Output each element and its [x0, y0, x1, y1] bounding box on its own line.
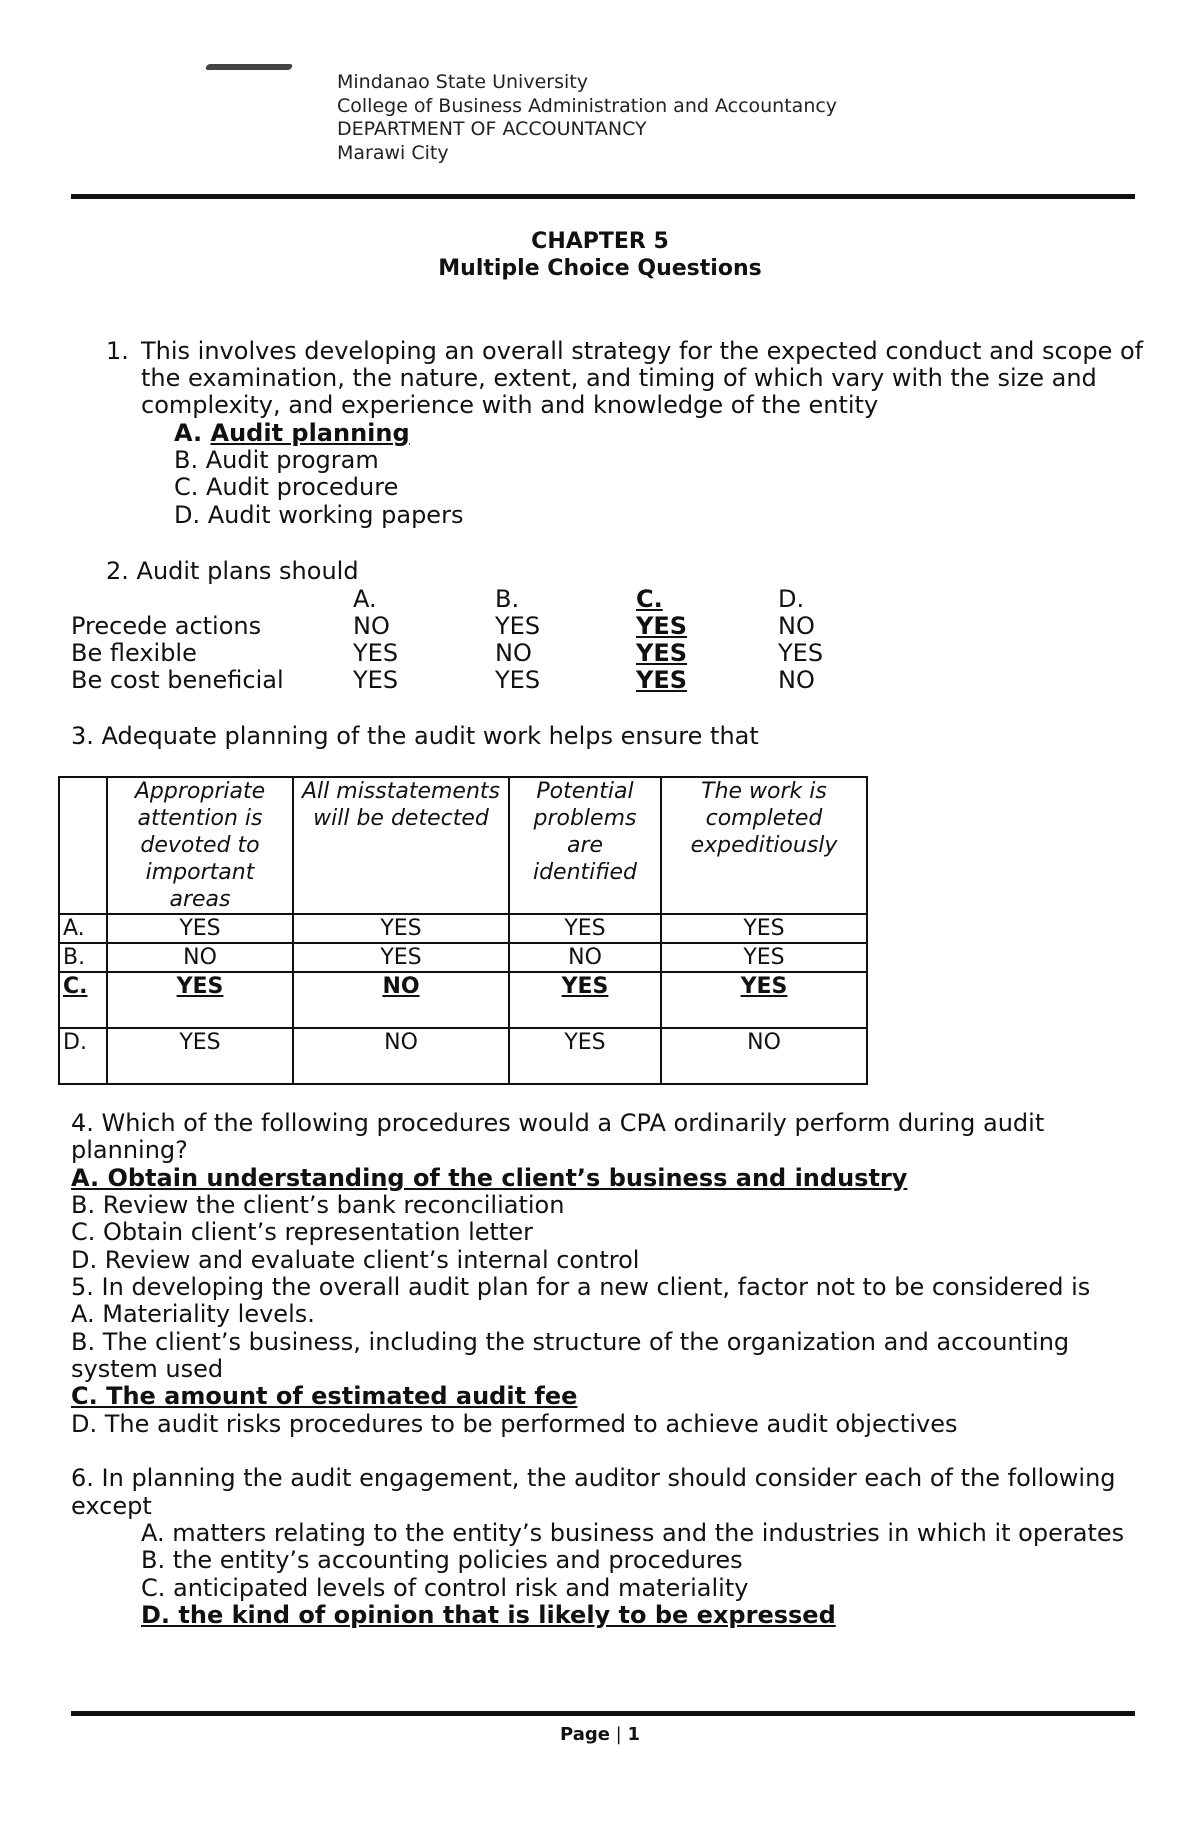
department-name: DEPARTMENT OF ACCOUNTANCY	[337, 118, 647, 140]
q6-stem-line-2: except	[71, 1492, 152, 1520]
q6-option-d-answer: D. the kind of opinion that is likely to be expressed	[141, 1601, 836, 1629]
q2-cell: YES	[353, 666, 399, 694]
q1-option-a-text: Audit planning	[210, 419, 410, 447]
q3-corner-cell	[59, 777, 107, 914]
q2-cell: YES	[778, 639, 824, 667]
q1-option-a	[174, 420, 410, 448]
q4-stem-line-2: planning?	[71, 1136, 188, 1164]
q5-option-d: D. The audit risks procedures to be performed to achieve audit objectives	[71, 1410, 958, 1438]
q3-cell: NO	[509, 943, 661, 972]
table-row	[59, 1028, 867, 1084]
q2-cell: YES	[495, 666, 541, 694]
q4-stem-line-1: 4. Which of the following procedures would a CPA ordinarily perform during audit	[71, 1109, 1045, 1137]
q2-header-a: A.	[353, 585, 377, 613]
q3-row-label-answer: C.	[59, 972, 107, 1028]
q3-row-label: B.	[59, 943, 107, 972]
table-row	[59, 914, 867, 943]
q2-cell: NO	[778, 666, 815, 694]
city-name: Marawi City	[337, 141, 449, 164]
q3-col-header: All misstatements will be detected	[293, 777, 509, 914]
q3-cell: YES	[661, 943, 867, 972]
q2-cell: YES	[495, 612, 541, 640]
q4-option-d: D. Review and evaluate client’s internal control	[71, 1246, 640, 1274]
q2-cell-answer: YES	[636, 666, 688, 694]
footer-page-number: 1	[627, 1724, 641, 1745]
q3-row-label: A.	[59, 914, 107, 943]
q1-stem-line-3: complexity, and experience with and knowledge of the entity	[141, 391, 879, 419]
q2-cell: NO	[778, 612, 815, 640]
q3-cell: NO	[293, 1028, 509, 1084]
q3-col-header: The work is completed expeditiously	[661, 777, 867, 914]
footer-page-label: Page	[559, 1724, 610, 1745]
college-name: College of Business Administration and Accountancy	[337, 94, 838, 117]
q2-header-b: B.	[495, 585, 520, 613]
table-row	[59, 943, 867, 972]
q3-col-header: Potential problems are identified	[509, 777, 661, 914]
q3-cell: YES	[107, 914, 293, 943]
q4-option-a-answer: A. Obtain understanding of the client’s business and industry	[71, 1164, 908, 1192]
q3-cell: NO	[107, 943, 293, 972]
q3-cell: YES	[661, 914, 867, 943]
q2-cell: NO	[495, 639, 532, 667]
q2-row-label: Precede actions	[71, 612, 262, 640]
footer-separator: |	[615, 1724, 622, 1745]
q1-option-d: D. Audit working papers	[174, 501, 464, 529]
q3-header-row	[59, 777, 867, 914]
q2-row-label: Be flexible	[71, 639, 197, 667]
letterhead	[337, 71, 837, 165]
chapter-title: CHAPTER 5	[531, 229, 669, 254]
q2-stem: 2. Audit plans should	[106, 557, 359, 585]
header-rule	[71, 194, 1135, 199]
q3-table	[58, 776, 868, 1085]
q3-cell-answer: YES	[509, 972, 661, 1028]
q4-option-b: B. Review the client’s bank reconciliation	[71, 1191, 565, 1219]
q1-option-c: C. Audit procedure	[174, 473, 399, 501]
q6-option-b: B. the entity’s accounting policies and procedures	[141, 1546, 743, 1574]
q3-cell-answer: YES	[661, 972, 867, 1028]
q3-cell: YES	[293, 914, 509, 943]
q1-option-a-letter: A.	[174, 419, 203, 447]
q1-option-b: B. Audit program	[174, 446, 379, 474]
q1-stem-line-2: the examination, the nature, extent, and timing of which vary with the size and	[141, 364, 1097, 392]
q3-cell: YES	[509, 914, 661, 943]
q5-option-a: A. Materiality levels.	[71, 1300, 315, 1328]
q3-cell: NO	[661, 1028, 867, 1084]
q3-cell: YES	[509, 1028, 661, 1084]
q1-stem-line-1: This involves developing an overall strategy for the expected conduct and scope of	[141, 337, 1144, 365]
q3-stem: 3. Adequate planning of the audit work helps ensure that	[71, 722, 759, 750]
q3-cell-answer: NO	[293, 972, 509, 1028]
q5-stem: 5. In developing the overall audit plan for a new client, factor not to be considered is	[71, 1273, 1091, 1301]
q5-option-b-line-1: B. The client’s business, including the structure of the organization and accounting	[71, 1328, 1070, 1356]
q3-cell-answer: YES	[107, 972, 293, 1028]
q3-cell: YES	[107, 1028, 293, 1084]
q5-option-b-line-2: system used	[71, 1355, 224, 1383]
q3-col-header: Appropriate attention is devoted to important areas	[107, 777, 293, 914]
q3-row-label: D.	[59, 1028, 107, 1084]
q2-cell-answer: YES	[636, 639, 688, 667]
chapter-subtitle: Multiple Choice Questions	[438, 256, 762, 281]
table-row	[59, 972, 867, 1028]
q6-stem-line-1: 6. In planning the audit engagement, the auditor should consider each of the following	[71, 1464, 1116, 1492]
university-name: Mindanao State University	[337, 71, 588, 93]
q5-option-c-answer: C. The amount of estimated audit fee	[71, 1382, 578, 1410]
q2-cell: NO	[353, 612, 390, 640]
q2-row-label: Be cost beneficial	[71, 666, 284, 694]
q6-option-a: A. matters relating to the entity’s business and the industries in which it operates	[141, 1519, 1125, 1547]
q4-option-c: C. Obtain client’s representation letter	[71, 1218, 533, 1246]
q2-header-c: C.	[636, 585, 663, 613]
q6-option-c: C. anticipated levels of control risk and materiality	[141, 1574, 749, 1602]
q3-cell: YES	[293, 943, 509, 972]
q1-number: 1.	[106, 337, 129, 365]
footer-rule	[71, 1711, 1135, 1716]
q2-header-d: D.	[778, 585, 805, 613]
page-footer	[0, 1721, 1200, 1749]
q2-cell-answer: YES	[636, 612, 688, 640]
logo-mark	[205, 64, 293, 70]
q2-cell: YES	[353, 639, 399, 667]
